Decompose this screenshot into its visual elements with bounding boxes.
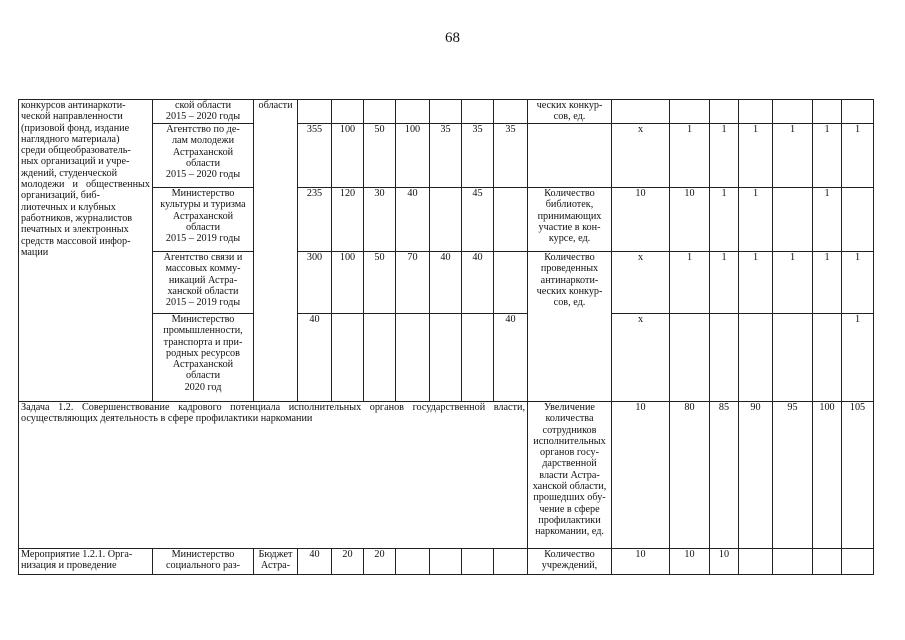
- value-cell: 100: [332, 124, 364, 188]
- value-cell: 40: [298, 314, 332, 402]
- value-cell: [494, 549, 528, 575]
- target-cell: х: [612, 314, 670, 402]
- value-cell: 40: [396, 188, 430, 252]
- value-cell: [364, 100, 396, 124]
- value-cell: 50: [364, 252, 396, 314]
- value-cell: 40: [494, 314, 528, 402]
- target-cell: [773, 188, 813, 252]
- target-cell: [773, 314, 813, 402]
- executor-cell: Агентство связи и массовых комму- никаций Астра- ханской области 2015 – 2019 годы: [153, 252, 254, 314]
- value-cell: [494, 100, 528, 124]
- value-cell: 40: [462, 252, 494, 314]
- value-cell: [494, 252, 528, 314]
- target-cell: 10: [612, 188, 670, 252]
- target-cell: 1: [710, 124, 739, 188]
- value-cell: 45: [462, 188, 494, 252]
- target-cell: [612, 100, 670, 124]
- value-cell: 20: [364, 549, 396, 575]
- value-cell: [462, 100, 494, 124]
- target-cell: 1: [670, 124, 710, 188]
- target-cell: [739, 100, 773, 124]
- target-cell: [739, 314, 773, 402]
- value-cell: [462, 549, 494, 575]
- target-cell: 85: [710, 402, 739, 549]
- target-cell: 80: [670, 402, 710, 549]
- target-cell: 1: [710, 188, 739, 252]
- target-cell: [773, 100, 813, 124]
- funding-source-cell: Бюджет Астра-: [254, 549, 298, 575]
- executor-cell: Министерство социального раз-: [153, 549, 254, 575]
- value-cell: [364, 314, 396, 402]
- executor-cell: ской области 2015 – 2020 годы: [153, 100, 254, 124]
- target-cell: [739, 549, 773, 575]
- program-table: [18, 99, 874, 575]
- value-cell: 235: [298, 188, 332, 252]
- target-cell: [670, 100, 710, 124]
- target-cell: [842, 100, 874, 124]
- executor-cell: Министерство промышленности, транспорта и при- родных ресурсов Астраханской области 2020 год: [153, 314, 254, 402]
- value-cell: 40: [298, 549, 332, 575]
- target-cell: 1: [842, 314, 874, 402]
- value-cell: [462, 314, 494, 402]
- target-cell: [842, 188, 874, 252]
- indicator-cell: Увеличение количества сотрудников исполнительных органов госу- дарственной власти Астра- ханской области, прошедших обу- чение в сфере профилактики наркомании, ед.: [528, 402, 612, 549]
- value-cell: 35: [462, 124, 494, 188]
- target-cell: [670, 314, 710, 402]
- target-cell: 1: [710, 252, 739, 314]
- target-cell: 1: [773, 124, 813, 188]
- table-row: [19, 549, 874, 575]
- task-cell: Задача 1.2. Совершенствование кадрового потенциала исполнительных органов государственной власти, осуществляющих деятельность в сфере профилактики наркомании: [19, 402, 528, 549]
- funding-source-cell: области: [254, 100, 298, 402]
- page-number: 68: [445, 30, 460, 46]
- target-cell: 1: [739, 124, 773, 188]
- value-cell: 35: [430, 124, 462, 188]
- target-cell: 100: [813, 402, 842, 549]
- value-cell: [494, 188, 528, 252]
- target-cell: 10: [710, 549, 739, 575]
- target-cell: 1: [813, 188, 842, 252]
- target-cell: [813, 549, 842, 575]
- target-cell: 10: [612, 402, 670, 549]
- target-cell: 1: [670, 252, 710, 314]
- table-row: [19, 402, 874, 549]
- value-cell: 30: [364, 188, 396, 252]
- target-cell: [842, 549, 874, 575]
- indicator-cell: Количество библиотек, принимающих участие в кон- курсе, ед.: [528, 188, 612, 252]
- value-cell: 20: [332, 549, 364, 575]
- target-cell: 90: [739, 402, 773, 549]
- value-cell: [332, 314, 364, 402]
- value-cell: [396, 549, 430, 575]
- value-cell: [298, 100, 332, 124]
- target-cell: 1: [842, 124, 874, 188]
- indicator-cell: ческих конкур- сов, ед.: [528, 100, 612, 124]
- value-cell: 120: [332, 188, 364, 252]
- value-cell: [430, 549, 462, 575]
- target-cell: [710, 314, 739, 402]
- target-cell: 1: [813, 252, 842, 314]
- target-cell: 1: [739, 252, 773, 314]
- indicator-cell: [528, 124, 612, 188]
- value-cell: [332, 100, 364, 124]
- value-cell: 50: [364, 124, 396, 188]
- value-cell: 35: [494, 124, 528, 188]
- executor-cell: Министерство культуры и туризма Астраханской области 2015 – 2019 годы: [153, 188, 254, 252]
- target-cell: [710, 100, 739, 124]
- target-cell: 105: [842, 402, 874, 549]
- target-cell: 10: [670, 188, 710, 252]
- value-cell: 355: [298, 124, 332, 188]
- target-cell: 1: [813, 124, 842, 188]
- target-cell: х: [612, 124, 670, 188]
- target-cell: 95: [773, 402, 813, 549]
- target-cell: 1: [773, 252, 813, 314]
- target-cell: х: [612, 252, 670, 314]
- value-cell: 300: [298, 252, 332, 314]
- value-cell: [396, 100, 430, 124]
- value-cell: 40: [430, 252, 462, 314]
- target-cell: 1: [842, 252, 874, 314]
- indicator-cell: Количество учреждений,: [528, 549, 612, 575]
- table-row: [19, 100, 874, 124]
- value-cell: 100: [332, 252, 364, 314]
- activity-cell: конкурсов антинаркоти- ческой направленности (призовой фонд, издание наглядного материала) среди общеобразователь- ных организаций и учре- ждений, студенческой молодежи и общественных организаций, биб- лиотечных и клубных работников, журналистов печатных и электронных средств массовой инфор- мации: [19, 100, 153, 402]
- target-cell: 10: [612, 549, 670, 575]
- value-cell: [430, 100, 462, 124]
- target-cell: 10: [670, 549, 710, 575]
- value-cell: [430, 314, 462, 402]
- value-cell: 70: [396, 252, 430, 314]
- indicator-cell: Количество проведенных антинаркоти- ческих конкур- сов, ед.: [528, 252, 612, 402]
- target-cell: [773, 549, 813, 575]
- value-cell: [396, 314, 430, 402]
- value-cell: 100: [396, 124, 430, 188]
- target-cell: 1: [739, 188, 773, 252]
- value-cell: [430, 188, 462, 252]
- executor-cell: Агентство по де- лам молодежи Астраханской области 2015 – 2020 годы: [153, 124, 254, 188]
- activity-cell: Мероприятие 1.2.1. Орга- низация и проведение: [19, 549, 153, 575]
- target-cell: [813, 100, 842, 124]
- target-cell: [813, 314, 842, 402]
